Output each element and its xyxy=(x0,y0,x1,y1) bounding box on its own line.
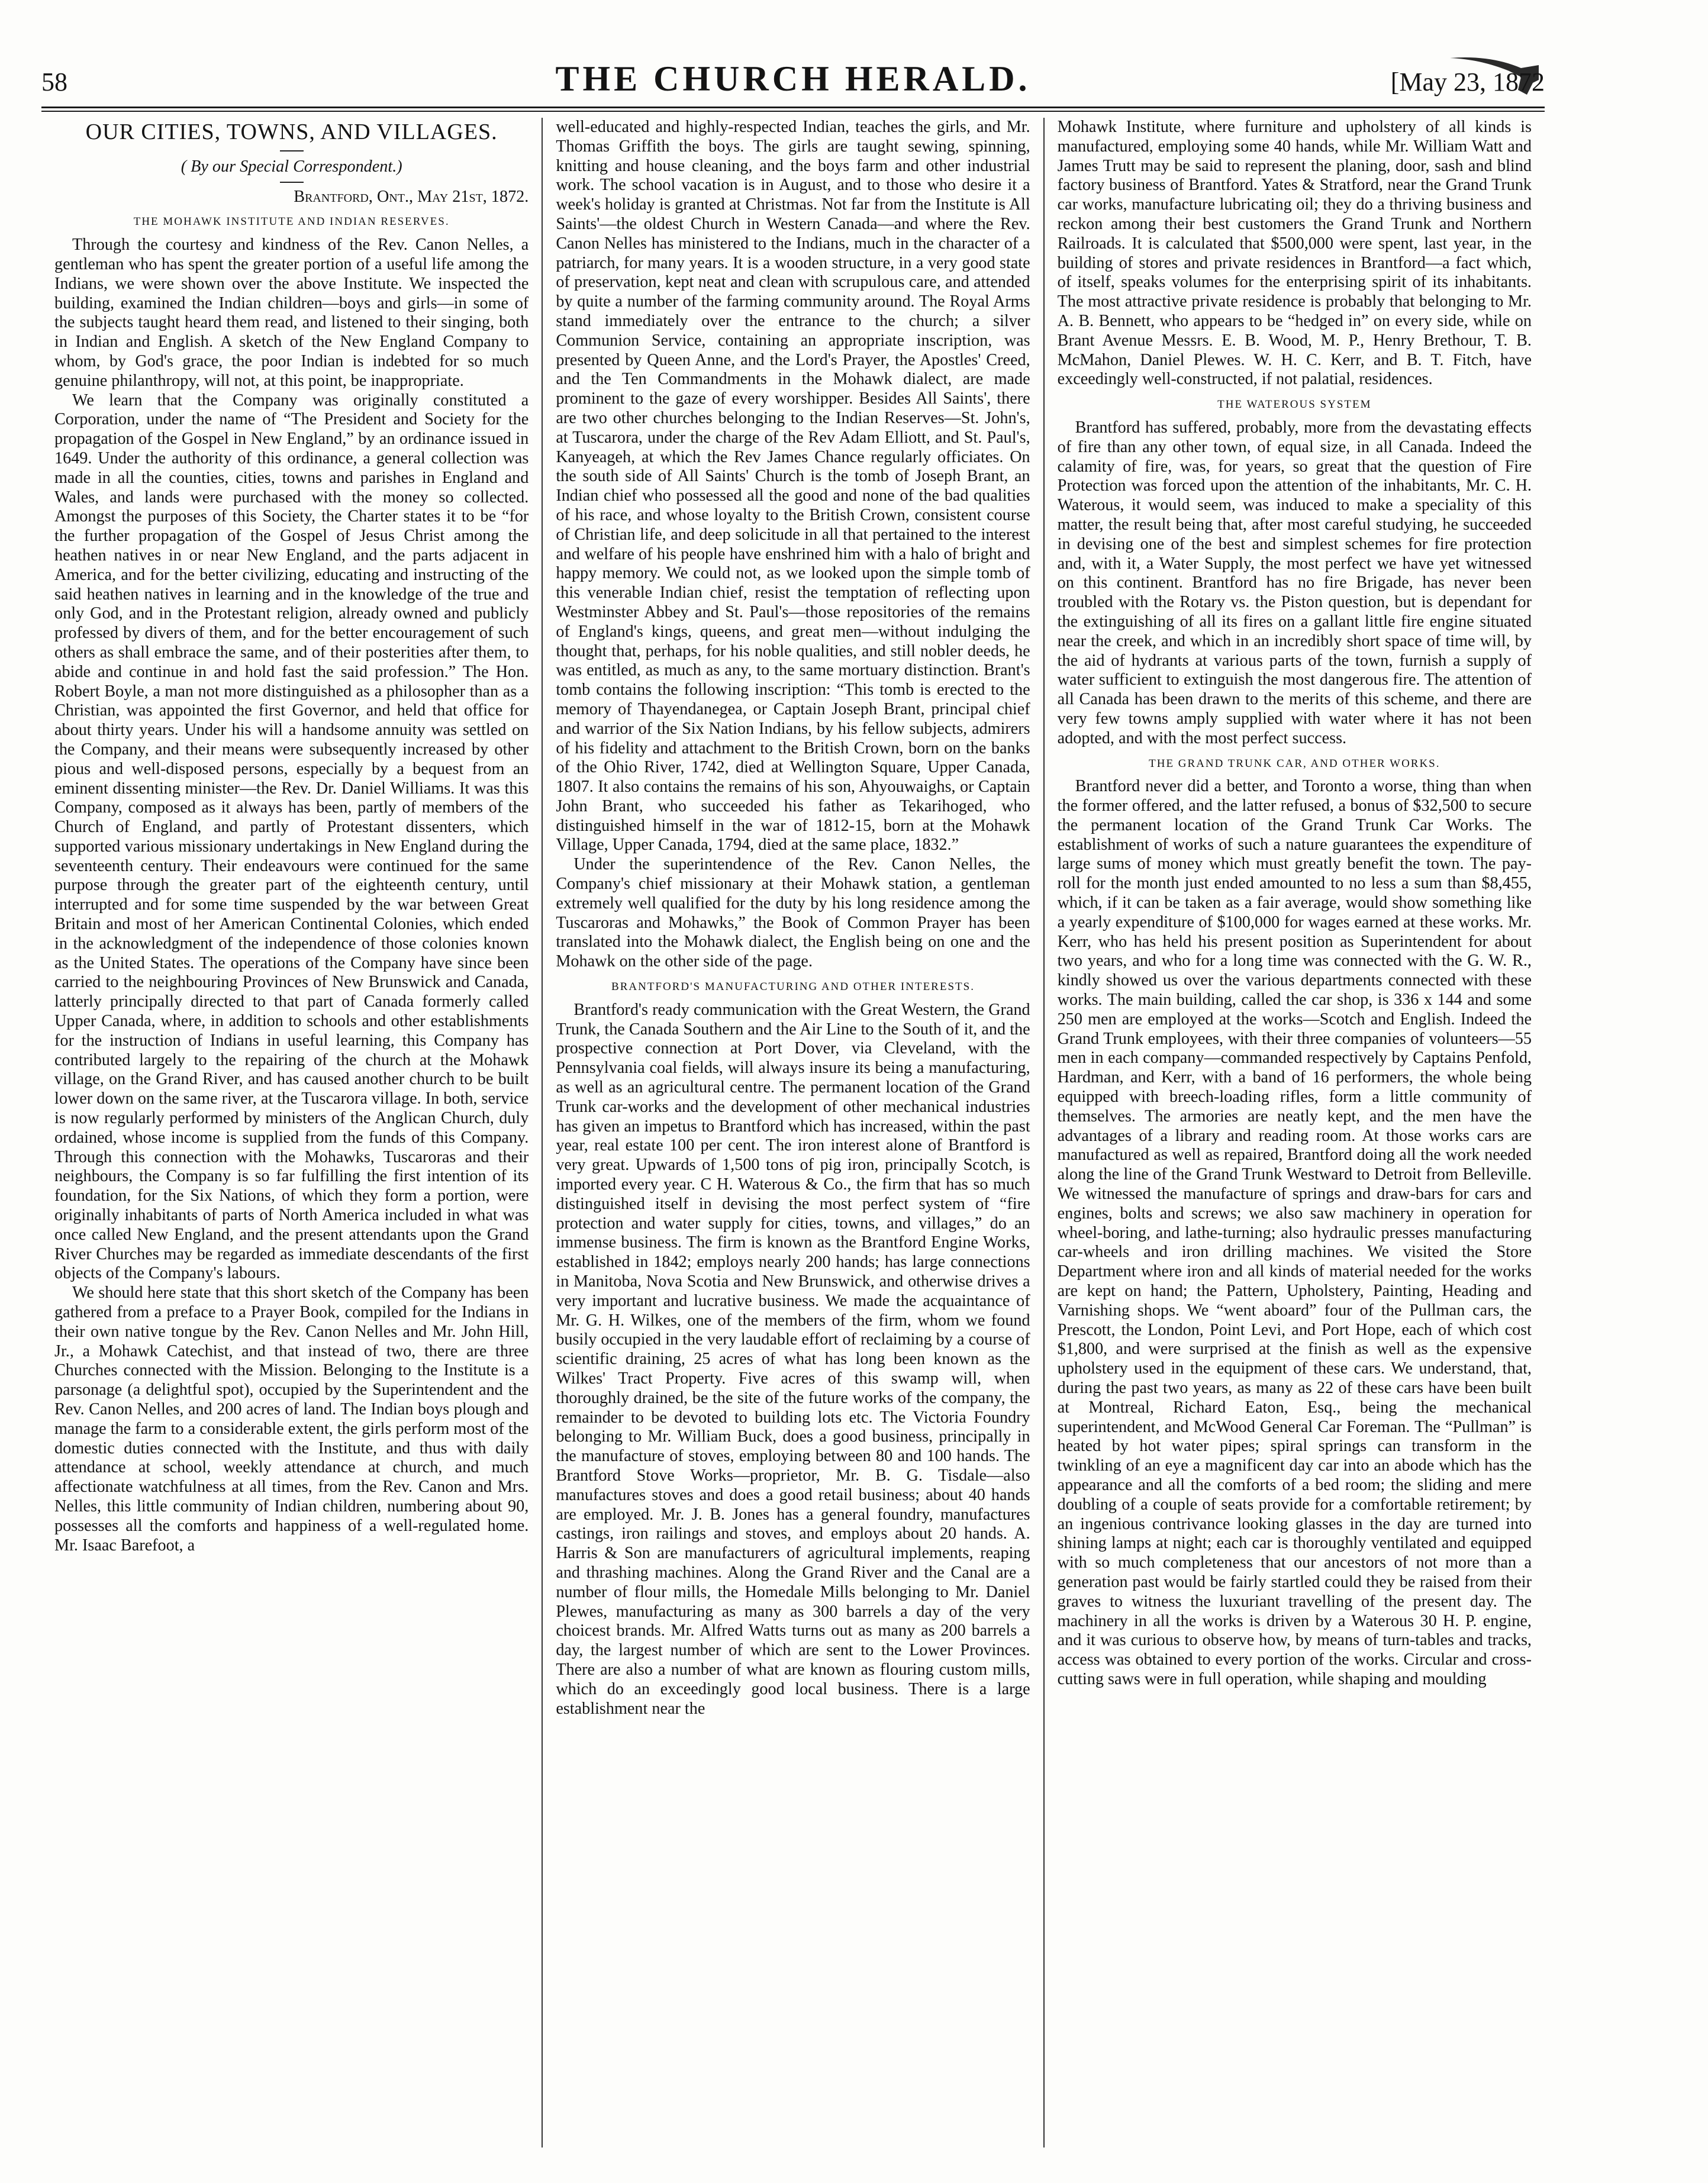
page-number: 58 xyxy=(41,67,67,96)
issue-date: [May 23, 1872 xyxy=(1390,67,1545,96)
article-headline: OUR CITIES, TOWNS, AND VILLAGES. xyxy=(85,120,498,144)
article-dateline: Brantford, Ont., May 21st, 1872. xyxy=(294,187,529,206)
column-1 xyxy=(41,118,542,2147)
paragraph: We should here state that this short sketch of the Company has been gathered from a preface to a Prayer Book, compiled for the Indians in their own native tongue by the Rev. Canon Nelles and Mr. John Hill, Jr., a Mohawk Catechist, and that instead of two, there are three Churches connected with the Mission. Belonging to the Institute is a parsonage (a delightful spot), occupied by the Superintendent and the Rev. Canon Nelles, and 200 acres of land. The Indian boys plough and manage the farm to a considerable extent, the girls perform most of the domestic duties connected with the Institute, and thus with daily attendance at school, weekly attendance at church, and much affectionate watchfulness at all times, from the Rev. Canon and Mrs. Nelles, this little community of Indian children, numbering about 90, possesses all the comforts and happiness of a well-regulated home. Mr. Isaac Barefoot, a xyxy=(54,1284,529,1555)
header-rule-secondary xyxy=(41,111,1545,112)
column-2 xyxy=(542,118,1043,2147)
divider xyxy=(280,182,304,183)
section-heading: THE WATEROUS SYSTEM xyxy=(1217,398,1372,411)
paragraph: Brantford has suffered, probably, more from the devastating effects of fire than any other town, of equal size, in all Canada. Indeed the calamity of fire, was, for years, so great that the question of Fire Protection was forced upon the attention of the inhabitants, Mr. C. H. Waterous, it would seem, was induced to make a speciality of this matter, the result being that, after most careful studying, he succeeded in devising one of the best and simplest schemes for fire protection and, with it, a Water Supply, the most perfect we have yet witnessed on this continent. Brantford has no fire Brigade, has never been troubled with the Rotary vs. the Piston question, but is dependant for the extinguishing of all its fires on a gallant little fire engine situated near the creek, and which in an incredibly short space of time will, by the aid of hydrants at various parts of the town, furnish a supply of water sufficient to extinguish the most dangerous fire. The attention of all Canada has been drawn to the merits of this scheme, and there are very few towns amply supplied with water where it has not been adopted, and with the most perfect success. xyxy=(1057,418,1532,747)
paragraph: We learn that the Company was originally constituted a Corporation, under the name of “The President and Society for the propagation of the Gospel in New England,” by an ordinance issued in 1649. Under the authority of this ordinance, a general collection was made in all the counties, cities, towns and parishes in England and Wales, and lands were purchased with the money so collected. Amongst the purposes of this Society, the Charter states it to be “for the further propagation of the Gospel of Jesus Christ among the heathen natives in or near New England, and the parts adjacent in America, and for the better civilizing, educating and instructing of the said heathen natives in learning and in the knowledge of the true and only God, and in the Protestant religion, already owned and publicly professed by divers of them, and for the better encouragement of such others as shall embrace the same, and of their posterities after them, to abide and continue in and hold fast the said profession.” The Hon. Robert Boyle, a man not more distinguished as a philosopher than as a Christian, was appointed the first Governor, and held that office for about thirty years. Under his will a handsome annuity was settled on the Company, and their means were subsequently increased by other pious and well-disposed persons, especially by a bequest from an eminent dissenting minister—the Rev. Dr. Daniel Williams. It was this Company, composed as it always has been, partly of members of the Church of England, and partly of Protestant dissenters, which supported various missionary undertakings in New England during the seventeenth century. Their endeavours were continued for the same purpose through the greater part of the eighteenth century, until interrupted and for some time suspended by the war between Great Britain and most of her American Continental Colonies, which ended in the acknowledgment of the independence of those colonies known as the United States. The operations of the Company have since been carried to the neighbouring Provinces of New Brunswick and Canada, latterly principally directed to that part of Canada formerly called Upper Canada, where, in addition to schools and other establishments for the instruction of Indians in useful learning, this Company has contributed largely to the repairing of the church at the Mohawk village, on the Grand River, and has caused another church to be built lower down on the same river, at the Tuscarora village. In both, service is now regularly performed by ministers of the Anglican Church, duly ordained, whose income is supplied from the funds of this Company. Through this connection with the Mohawks, Tuscaroras and their neighbours, the Company is so far fulfilling the first intention of its foundation, for the Six Nations, of which they form a portion, were originally inhabitants of parts of North America included in what was once called New England, and the present attendants upon the Grand River Churches may be regarded as immediate descendants of the first objects of the Company's labours. xyxy=(54,391,529,1283)
paragraph: well-educated and highly-respected Indian, teaches the girls, and Mr. Thomas Griffith the boys. The girls are taught sewing, spinning, knitting and house cleaning, and the boys farm and other industrial work. The school vacation is in August, and to those who desire it a week's holiday is granted at Christmas. Not far from the Institute is All Saints'—the oldest Church in Western Canada—and where the Rev. Canon Nelles has ministered to the Indians, much in the character of a patriarch, for many years. It is a wooden structure, in a very good state of preservation, kept neat and clean with scrupulous care, and attended by quite a number of the farming community around. The Royal Arms stand immediately over the entrance to the church; a silver Communion Service, containing an appropriate inscription, was presented by Queen Anne, and the Lord's Prayer, the Apostles' Creed, and the Ten Commandments in the Mohawk dialect, are made prominent to the gaze of every worshipper. Besides All Saints', there are two other churches belonging to the Indian Reserves—St. John's, at Tuscarora, under the charge of the Rev Adam Elliott, and St. Paul's, Kanyeageh, at which the Rev James Chance regularly officiates. On the south side of All Saints' Church is the tomb of Joseph Brant, an Indian chief who possessed all the good and none of the bad qualities of his race, and whose loyalty to the British Crown, consistent course of Christian life, and deep solicitude in all that pertained to the interest and welfare of his people have enshrined him with a halo of bright and happy memory. We could not, as we looked upon the simple tomb of this venerable Indian chief, resist the temptation of reflecting upon Westminster Abbey and St. Paul's—those repositories of the remains of England's kings, queens, and great men—without indulging the thought that, perhaps, for his noble qualities, and still nobler deeds, he was entitled, as much as any, to the same mortuary distinction. Brant's tomb contains the following inscription: “This tomb is erected to the memory of Thayendanegea, or Captain Joseph Brant, principal chief and warrior of the Six Nation Indians, by his fellow subjects, admirers of his fidelity and attachment to the British Crown, born on the banks of the Ohio River, 1742, died at Wellington Square, Upper Canada, 1807. It also contains the remains of his son, Ahyouwaighs, or Captain John Brant, who succeeded his father as Tekarihoged, who distinguished himself in the war of 1812-15, born at the Mohawk Village, Upper Canada, 1794, died at the same place, 1832.” xyxy=(556,118,1030,855)
newspaper-page xyxy=(41,53,1545,2160)
paragraph: Under the superintendence of the Rev. Canon Nelles, the Company's chief missionary at their Mohawk station, a gentleman extremely well qualified for the duty by his long residence among the Tuscaroras and Mohawks,” the Book of Common Prayer has been translated into the Mohawk dialect, the English being on one and the Mohawk on the other side of the page. xyxy=(556,855,1030,971)
paragraph: Through the courtesy and kindness of the Rev. Canon Nelles, a gentleman who has spent the greater portion of a useful life among the Indians, we were shown over the above Institute. We inspected the building, examined the Indian children—boys and girls—in some of the subjects taught heard them read, and listened to their singing, both in Indian and English. A sketch of the New England Company to whom, by God's grace, the poor Indian is indebted for so much genuine philanthropy, will not, at this point, be inappropriate. xyxy=(54,236,529,390)
newspaper-title: THE CHURCH HERALD. xyxy=(555,59,1031,98)
paragraph: Brantford's ready communication with the Great Western, the Grand Trunk, the Canada Southern and the Air Line to the South of it, and the prospective connection at Port Dover, via Cleveland, with the Pennsylvania coal fields, will always insure its being a manufacturing, as well as an agricultural centre. The permanent location of the Grand Trunk car-works and the development of other mechanical industries has given an impetus to Brantford which has increased, within the past year, real estate 100 per cent. The iron interest alone of Brantford is very great. Upwards of 1,500 tons of pig iron, principally Scotch, is imported every year. C H. Waterous & Co., the firm that has so much distinguished itself in devising the most perfect system of “fire protection and water supply for cities, towns, and villages,” do an immense business. The firm is known as the Brantford Engine Works, established in 1842; employs nearly 200 hands; has large connections in Manitoba, Nova Scotia and New Brunswick, and otherwise drives a very important and lucrative business. We made the acquaintance of Mr. G. H. Wilkes, one of the members of the firm, whom we found busily occupied in the very laudable effort of reclaiming by a course of scientific draining, 25 acres of what has long been known as the Wilkes' Tract Property. Five acres of this swamp will, when thoroughly drained, be the site of the future works of the company, the remainder to be devoted to building lots etc. The Victoria Foundry belonging to Mr. William Buck, does a good business, principally in the manufacture of stoves, employing between 80 and 100 hands. The Brantford Stove Works—proprietor, Mr. B. G. Tisdale—also manufactures stoves and does a good retail business; about 40 hands are employed. Mr. J. B. Jones has a general foundry, manufactures castings, iron railings and stoves, and employs about 20 hands. A. Harris & Son are manufacturers of agricultural implements, reaping and thrashing machines. Along the Grand River and the Canal are a number of flour mills, the Homedale Mills belonging to Mr. Daniel Plewes, manufacturing as many as 300 barrels a day of the very choicest brands. Mr. Alfred Watts turns out as many as 200 barrels a day, the largest number of which are sent to the Lower Provinces. There are also a number of what are known as flouring custom mills, which do an exceedingly good local business. There is a large establishment near the xyxy=(556,1000,1030,1718)
article-byline: ( By our Special Correspondent.) xyxy=(181,157,402,176)
section-heading: THE MOHAWK INSTITUTE AND INDIAN RESERVES. xyxy=(133,215,450,228)
paragraph: Mohawk Institute, where furniture and upholstery of all kinds is manufactured, employing some 40 hands, while Mr. William Watt and James Trutt may be said to represent the planing, door, sash and blind factory business of Brantford. Yates & Stratford, near the Grand Trunk car works, manufacture lubricating oil; they do a thriving business and reckon among their best customers the Grand Trunk and Northern Railroads. It is calculated that $500,000 were spent, last year, in the building of stores and private residences in Brantford—a fact which, of itself, speaks volumes for the enterprising spirit of its inhabitants. The most attractive private residence is probably that belonging to Mr. A. B. Bennett, who appears to be “hedged in” on every side, while on Brant Avenue Messrs. E. B. Wood, M. P., Henry Brethour, T. B. McMahon, Daniel Plewes. W. H. C. Kerr, and B. T. Fitch, have exceedingly well-constructed, if not palatial, residences. xyxy=(1057,118,1532,389)
divider xyxy=(280,150,304,151)
masthead xyxy=(41,53,1545,107)
paragraph: Brantford never did a better, and Toronto a worse, thing than when the former offered, and the latter refused, a bonus of $32,500 to secure the permanent location of the Grand Trunk Car Works. The establishment of works of such a nature guarantees the expenditure of large sums of money which must greatly benefit the town. The pay-roll for the month just ended amounted to no less a sum than $8,455, which, if it can be taken as a fair average, would show something like a yearly expenditure of $100,000 for wages earned at these works. Mr. Kerr, who has held his present position as Superintendent for about two years, and who for a long time was connected with the G. W. R., kindly showed us over the various departments connected with these works. The main building, called the car shop, is 336 x 144 and some 250 men are employed at the works—Scotch and English. Indeed the Grand Trunk employees, with their three companies of volunteers—55 men in each company—commanded respectively by Captains Penfold, Hardman, and Kerr, with a band of 16 performers, the whole being equipped with breech-loading rifles, form a little community of themselves. The armories are neatly kept, and the men have the advantages of a library and reading room. At those works cars are manufactured as well as repaired, Brantford doing all the work needed along the line of the Grand Trunk Westward to Detroit from Belleville. We witnessed the manufacture of springs and draw-bars for cars and engines, bolts and screws; we also saw machinery in operation for wheel-boring, and lathe-turning; also hydraulic presses manufacturing car-wheels and iron drilling machines. We visited the Store Department where iron and all kinds of material needed for the works are kept on hand; the Pattern, Upholstery, Painting, Heading and Varnishing shops. We “went aboard” four of the Pullman cars, the Prescott, the London, Point Levi, and Port Hope, each of which cost $1,800, and were surprised at the finish as well as the expensive upholstery used in the equipment of these cars. We understand, that, during the past two years, as many as 22 of these cars have been built at Montreal, Richard Eaton, Esq., being the mechanical superintendent, and McWood General Car Foreman. The “Pullman” is heated by hot water pipes; spiral springs can transform in the twinkling of an eye a magnificent day car into an abode which has the appearance and all the comforts of a bed room; the sliding and mere doubling of a couple of seats provide for a comfortable retirement; by an ingenious contrivance looking glasses in the day are turned into shining lamps at night; each car is thoroughly ventilated and equipped with so much completeness that our ancestors of not more than a generation past would be fairly startled could they be raised from their graves to witness the luxuriant travelling of the present day. The machinery in all the works is driven by a Waterous 30 H. P. engine, and it was curious to observe how, by means of turn-tables and tracks, access was obtained to every portion of the works. Circular and cross-cutting saws were in full operation, while shaping and moulding xyxy=(1057,777,1532,1688)
article-columns xyxy=(41,118,1545,2147)
header-rule xyxy=(41,107,1545,108)
section-heading: BRANTFORD'S MANUFACTURING AND OTHER INTERESTS. xyxy=(611,981,975,994)
section-heading: THE GRAND TRUNK CAR, AND OTHER WORKS. xyxy=(1149,757,1440,770)
column-3 xyxy=(1043,118,1545,2147)
